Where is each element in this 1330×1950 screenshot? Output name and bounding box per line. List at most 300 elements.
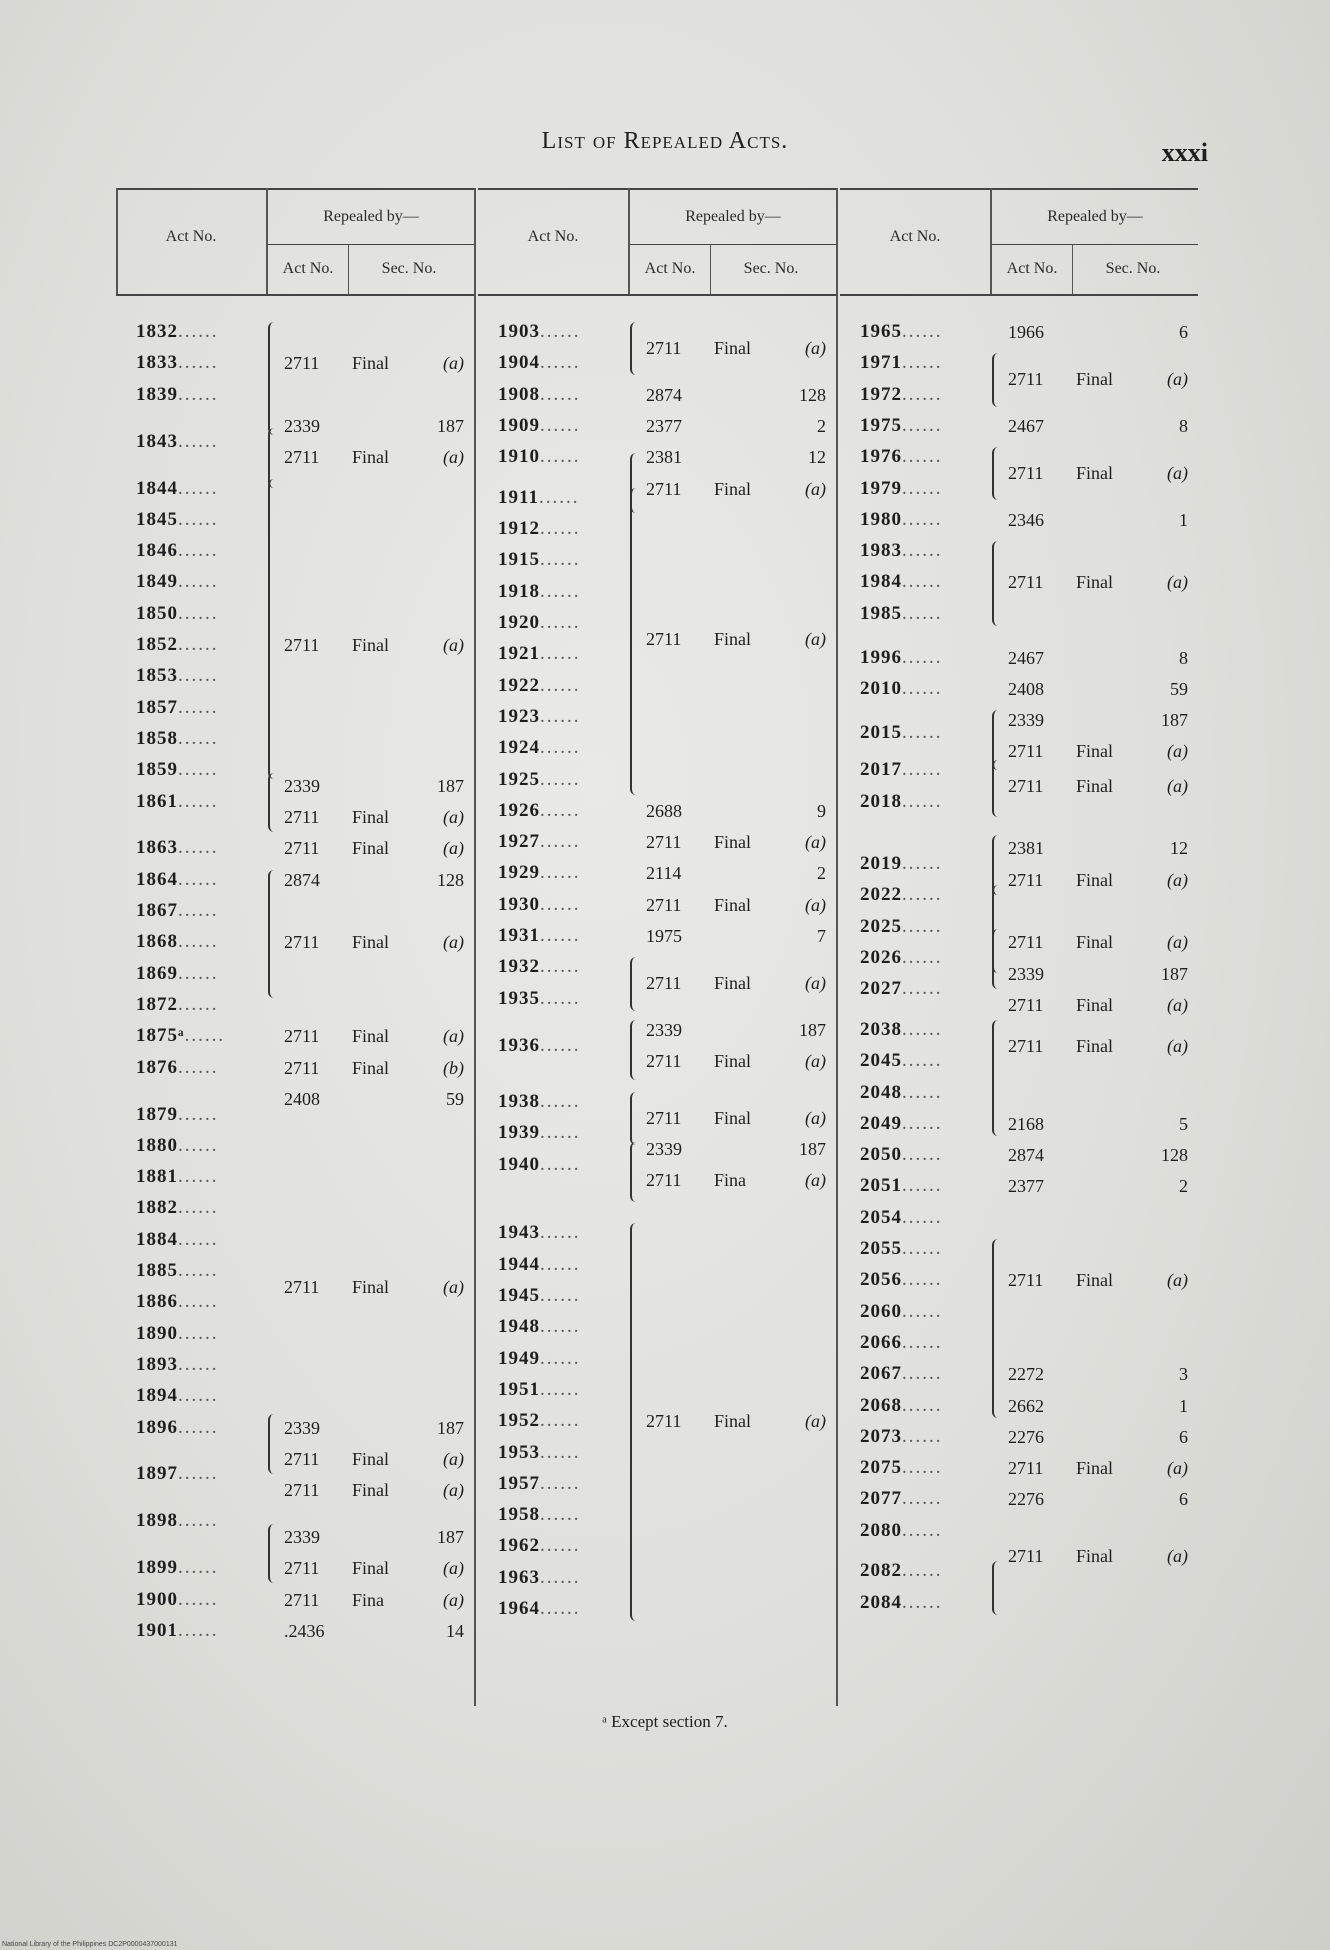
act-number-text: 1932: [498, 956, 540, 978]
act-number-text: 1945: [498, 1285, 540, 1307]
leader-dots: ......: [902, 1457, 943, 1479]
leader-dots: ......: [902, 884, 943, 906]
repealing-act-number: 2711: [284, 1558, 320, 1579]
act-number-text: 1896: [136, 1416, 178, 1438]
leader-dots: ......: [902, 1363, 943, 1385]
header-bottom-rule: [116, 294, 474, 296]
section-label: 187: [1161, 963, 1188, 984]
leader-dots: ......: [538, 486, 580, 508]
section-number: [352, 1588, 464, 1612]
leader-dots: ......: [178, 352, 219, 374]
act-number: [136, 694, 219, 722]
leader-dots: ......: [178, 1463, 219, 1485]
act-number: [498, 828, 581, 856]
act-number-text: 1897: [136, 1463, 178, 1485]
repealing-act-number: 2339: [646, 1138, 682, 1159]
section-number: [714, 383, 826, 407]
leader-dots: ......: [178, 508, 219, 530]
section-subclause: (a): [805, 1170, 826, 1191]
leader-dots: ......: [540, 956, 581, 978]
block-divider: [836, 188, 838, 1706]
act-number-text: 1938: [498, 1090, 540, 1112]
act-number: [498, 1532, 581, 1560]
act-number-text: 1984: [860, 571, 902, 593]
act-number-text: 1882: [136, 1197, 178, 1219]
leader-dots: ......: [178, 1291, 219, 1313]
act-number: [136, 834, 219, 862]
act-number-text: 1879: [136, 1103, 178, 1125]
repealing-act-number: 2377: [1008, 1176, 1044, 1197]
act-number: [498, 766, 581, 794]
section-label: 128: [437, 869, 464, 890]
header-sec-no: Sec. No.: [743, 260, 799, 277]
act-number: [860, 506, 943, 534]
leader-dots: ......: [178, 962, 219, 984]
act-number-text: 2073: [860, 1425, 902, 1447]
section-subclause: (a): [805, 337, 826, 358]
repealing-act-number: 2711: [1008, 775, 1044, 796]
act-number-text: 1903: [498, 321, 540, 342]
section-label: 8: [1179, 415, 1188, 436]
section-number: [1076, 739, 1188, 763]
act-number: [136, 1351, 219, 1379]
act-number-text: 2045: [860, 1050, 902, 1072]
section-label: 187: [437, 775, 464, 796]
act-number-text: 2015: [860, 721, 902, 743]
header-rep-act-no: Act No.: [1006, 260, 1058, 277]
act-number-text: 1911: [498, 486, 539, 508]
section-label: Final: [352, 932, 390, 953]
repealing-act-number: 2339: [284, 415, 320, 436]
act-number: [498, 412, 581, 440]
header-repealed-by: Repealed by—: [323, 208, 419, 225]
act-number-text: 2077: [860, 1488, 902, 1510]
act-number-text: 1957: [498, 1472, 540, 1494]
grouping-brace: [992, 1020, 1002, 1136]
act-number: [136, 1054, 219, 1082]
leader-dots: ......: [540, 1153, 581, 1175]
act-number-text: 1964: [498, 1598, 540, 1620]
act-number-text: 1940: [498, 1153, 540, 1175]
repealing-act-number: 2711: [1008, 1545, 1044, 1566]
section-label: 2: [817, 415, 826, 436]
leader-dots: ......: [902, 446, 943, 468]
section-label: Final: [714, 1411, 752, 1432]
leader-dots: ......: [178, 727, 219, 749]
act-number-text: 1972: [860, 383, 902, 405]
header-act-no: Act No.: [889, 228, 941, 245]
act-number: [860, 1172, 943, 1200]
leader-dots: ......: [540, 705, 581, 727]
repealing-act-number: 2408: [284, 1088, 320, 1109]
repealing-act-number: 2276: [1008, 1426, 1044, 1447]
leader-dots: ......: [178, 430, 219, 452]
act-number-text: 2018: [860, 790, 902, 812]
leader-dots: ......: [178, 540, 219, 562]
act-number: [498, 318, 581, 346]
leader-dots: ......: [540, 414, 581, 436]
act-number: [498, 546, 581, 574]
act-number: [498, 1219, 581, 1247]
repealing-act-number: 2346: [1008, 509, 1044, 530]
header-act-no: Act No.: [527, 228, 579, 245]
section-label: 6: [1179, 322, 1188, 342]
section-number: [1076, 367, 1188, 391]
act-number: [498, 1595, 581, 1623]
section-label: Final: [352, 635, 390, 655]
leader-dots: ......: [178, 900, 219, 922]
leader-dots: ......: [540, 737, 581, 759]
leader-dots: ......: [902, 853, 943, 875]
section-label: Fina: [352, 1589, 385, 1610]
leader-dots: ......: [540, 1253, 581, 1275]
section-label: Final: [1076, 1545, 1114, 1566]
act-number: [136, 600, 219, 628]
act-number: [136, 1163, 219, 1191]
leader-dots: ......: [178, 477, 219, 499]
leader-dots: ......: [902, 540, 943, 562]
section-number: [1076, 646, 1188, 670]
repealing-act-number: 2711: [284, 1276, 320, 1297]
act-number: [498, 1282, 581, 1310]
act-number: [498, 1119, 581, 1147]
act-number-text: 2080: [860, 1519, 902, 1541]
section-label: Final: [1076, 368, 1114, 389]
repealing-act-number: 1966: [1008, 322, 1044, 342]
act-number: [498, 859, 581, 887]
act-number: [860, 1517, 943, 1545]
act-number: [136, 725, 219, 753]
act-number-text: 1926: [498, 799, 540, 821]
act-number-text: 1904: [498, 352, 540, 374]
section-number: [1076, 708, 1188, 732]
section-label: Final: [714, 337, 752, 358]
act-number-text: 1983: [860, 540, 902, 562]
section-label: 9: [817, 800, 826, 821]
act-number-text: 1894: [136, 1385, 178, 1407]
section-subclause: (a): [443, 1480, 464, 1501]
act-number-text: 1925: [498, 768, 540, 790]
repealing-act-number: 2711: [646, 478, 682, 499]
act-number: [860, 975, 943, 1003]
section-number: [1076, 993, 1188, 1017]
repealed-acts-table: [116, 188, 1204, 1706]
section-label: 187: [437, 1417, 464, 1438]
act-number: [136, 1320, 219, 1348]
leader-dots: ......: [902, 1206, 943, 1228]
section-number: [352, 1087, 464, 1111]
act-number-text: 1875ᵃ: [136, 1025, 185, 1047]
section-number: [1076, 1112, 1188, 1136]
repealing-act-number: 2711: [284, 807, 320, 828]
section-number: [1076, 1394, 1188, 1418]
section-label: Final: [352, 1480, 390, 1501]
act-number: [136, 1257, 219, 1285]
section-label: Final: [352, 1276, 390, 1297]
leader-dots: ......: [178, 1056, 219, 1078]
page-number: xxxi: [1161, 138, 1208, 167]
leader-dots: ......: [540, 1535, 581, 1557]
act-number-text: 1939: [498, 1122, 540, 1144]
act-number-text: 1858: [136, 727, 178, 749]
leader-dots: ......: [178, 1103, 219, 1125]
grouping-brace: [630, 1223, 640, 1621]
header-act-no: Act No.: [165, 228, 217, 245]
act-number: [498, 1376, 581, 1404]
section-label: 187: [799, 1138, 826, 1159]
section-number: [714, 893, 826, 917]
section-subclause: (a): [1167, 932, 1188, 953]
header-top-rule: [478, 188, 836, 190]
act-number-text: 1884: [136, 1228, 178, 1250]
leader-dots: ......: [540, 893, 581, 915]
section-number: [1076, 1268, 1188, 1292]
act-number: [860, 1079, 943, 1107]
leader-dots: ......: [540, 446, 581, 468]
act-number-text: 1880: [136, 1134, 178, 1156]
section-label: Final: [352, 807, 390, 828]
leader-dots: ......: [540, 1316, 581, 1338]
act-number: [136, 928, 219, 956]
section-subclause: (a): [805, 973, 826, 994]
section-number: [1076, 1544, 1188, 1568]
leader-dots: ......: [902, 1331, 943, 1353]
repealing-act-number: 2711: [284, 1057, 320, 1078]
grouping-brace: [268, 773, 278, 833]
leader-dots: ......: [902, 1238, 943, 1260]
leader-dots: ......: [178, 1557, 219, 1579]
act-number: [136, 1554, 219, 1582]
repealing-act-number: 2874: [646, 384, 682, 405]
act-number: [860, 1047, 943, 1075]
leader-dots: ......: [178, 1353, 219, 1375]
leader-dots: ......: [178, 696, 219, 718]
header-bottom-rule: [840, 294, 1198, 296]
section-number: [714, 627, 826, 651]
act-number: [136, 381, 219, 409]
repealing-act-number: 2711: [1008, 1035, 1044, 1056]
repealing-act-number: 2711: [646, 1051, 682, 1072]
act-number: [860, 913, 943, 941]
leader-dots: ......: [178, 383, 219, 405]
act-number-text: 1901: [136, 1619, 178, 1641]
act-number-text: 1952: [498, 1410, 540, 1432]
act-number: [860, 1298, 943, 1326]
section-subclause: (a): [443, 1448, 464, 1469]
act-number-text: 2055: [860, 1238, 902, 1260]
repealing-act-number: 2711: [1008, 1270, 1044, 1291]
section-label: Final: [714, 628, 752, 649]
repealing-act-number: 2711: [1008, 368, 1044, 389]
leader-dots: ......: [540, 612, 581, 634]
leader-dots: ......: [540, 580, 581, 602]
section-number: [352, 805, 464, 829]
section-number: [352, 1619, 464, 1643]
repealing-act-number: 2339: [1008, 710, 1044, 731]
act-number: [136, 631, 219, 659]
section-subclause: (a): [443, 807, 464, 828]
header-top-rule: [840, 188, 1198, 190]
act-number: [498, 609, 581, 637]
section-number: [352, 1525, 464, 1549]
section-label: Final: [352, 353, 390, 374]
leader-dots: ......: [540, 1285, 581, 1307]
sec-column-divider: [1072, 244, 1073, 294]
act-number: [860, 412, 943, 440]
act-number: [860, 1110, 943, 1138]
act-number-text: 1979: [860, 477, 902, 499]
section-subclause: (a): [443, 1276, 464, 1297]
repealing-act-number: 2711: [284, 1026, 320, 1047]
repealing-act-number: 2711: [1008, 462, 1044, 483]
section-label: 128: [799, 384, 826, 405]
act-number-text: 1859: [136, 759, 178, 781]
grouping-brace: [630, 488, 640, 795]
act-number-text: 1931: [498, 925, 540, 947]
act-number-text: 1876: [136, 1056, 178, 1078]
section-number: [1076, 962, 1188, 986]
section-label: 6: [1179, 1489, 1188, 1510]
act-number: [860, 1589, 943, 1617]
section-label: Final: [714, 894, 752, 915]
act-number-text: 1852: [136, 634, 178, 655]
repealing-act-number: 2276: [1008, 1489, 1044, 1510]
leader-dots: ......: [540, 1566, 581, 1588]
section-label: Final: [352, 1448, 390, 1469]
grouping-brace: [630, 957, 640, 1010]
leader-dots: ......: [902, 352, 943, 374]
section-number: [714, 971, 826, 995]
leader-dots: ......: [178, 1322, 219, 1344]
act-number: [498, 1088, 581, 1116]
leader-dots: ......: [540, 768, 581, 790]
act-number: [136, 756, 219, 784]
section-label: Final: [714, 478, 752, 499]
section-subclause: (a): [805, 478, 826, 499]
act-column-divider: [628, 188, 630, 294]
act-number-text: 1935: [498, 987, 540, 1009]
grouping-brace: [992, 929, 1002, 989]
act-number-text: 1949: [498, 1347, 540, 1369]
section-label: 14: [446, 1620, 464, 1641]
repealing-act-number: 2711: [646, 628, 682, 649]
repealing-act-number: 2874: [1008, 1145, 1044, 1166]
act-number: [860, 475, 943, 503]
act-number: [136, 960, 219, 988]
repealing-act-number: 2688: [646, 800, 682, 821]
sec-column-divider: [348, 244, 349, 294]
repealing-act-number: 2467: [1008, 647, 1044, 668]
act-number-text: 1845: [136, 508, 178, 530]
section-label: Final: [714, 1107, 752, 1128]
leader-dots: ......: [902, 321, 943, 342]
repealing-act-number: 2168: [1008, 1113, 1044, 1134]
act-number: [498, 1032, 581, 1060]
leader-dots: ......: [178, 1416, 219, 1438]
section-subclause: (a): [443, 353, 464, 374]
repealing-act-number: 2662: [1008, 1395, 1044, 1416]
act-number-text: 1953: [498, 1441, 540, 1463]
leader-dots: ......: [902, 646, 943, 668]
act-number-text: 1927: [498, 831, 540, 853]
act-number-text: 1980: [860, 508, 902, 530]
section-label: 3: [1179, 1364, 1188, 1385]
header-rep-act-no: Act No.: [644, 260, 696, 277]
act-number-text: 1885: [136, 1260, 178, 1281]
act-number: [860, 1557, 943, 1585]
repealing-act-number: 2711: [1008, 869, 1044, 890]
section-subclause: (a): [1167, 775, 1188, 796]
act-number: [860, 1141, 943, 1169]
act-number-text: 1893: [136, 1353, 178, 1375]
section-label: Final: [1076, 994, 1114, 1015]
act-number-text: 1861: [136, 790, 178, 812]
act-number-text: 2056: [860, 1269, 902, 1291]
leader-dots: ......: [902, 1018, 943, 1040]
act-number-text: 1846: [136, 540, 178, 562]
leader-dots: ......: [178, 993, 219, 1015]
section-number: [1076, 1034, 1188, 1058]
act-number: [136, 1288, 219, 1316]
act-number: [498, 1313, 581, 1341]
section-label: Final: [714, 832, 752, 853]
act-number: [498, 734, 581, 762]
grouping-brace: [268, 1414, 278, 1474]
page-title: List of Repealed Acts.: [541, 128, 789, 154]
act-number-text: 1918: [498, 580, 540, 602]
leader-dots: ......: [902, 1591, 943, 1613]
leader-dots: ......: [178, 321, 219, 342]
section-subclause: (a): [1167, 462, 1188, 483]
leader-dots: ......: [902, 383, 943, 405]
act-number-text: 1910: [498, 446, 540, 468]
act-number: [860, 600, 943, 628]
section-number: [352, 1275, 464, 1299]
leader-dots: ......: [178, 1134, 219, 1156]
act-number: [498, 891, 581, 919]
leader-dots: ......: [902, 1560, 943, 1582]
leader-dots: ......: [178, 868, 219, 890]
act-number-text: 1930: [498, 893, 540, 915]
header-sec-no: Sec. No.: [1105, 260, 1161, 277]
section-label: 187: [799, 1019, 826, 1040]
act-number: [498, 1151, 581, 1179]
act-number: [136, 897, 219, 925]
section-number: [352, 1556, 464, 1580]
section-label: 8: [1179, 647, 1188, 668]
act-column-divider: [990, 188, 992, 294]
act-number: [498, 922, 581, 950]
act-number: [860, 443, 943, 471]
section-subclause: (a): [443, 447, 464, 468]
repealed-by-rule: [630, 244, 836, 245]
repealing-act-number: .2436: [284, 1620, 325, 1641]
leader-dots: ......: [902, 414, 943, 436]
act-number-text: 1886: [136, 1291, 178, 1313]
act-number: [498, 515, 581, 543]
leader-dots: ......: [178, 1166, 219, 1188]
act-number: [498, 640, 581, 668]
act-number-text: 2010: [860, 677, 902, 699]
section-label: Final: [1076, 1035, 1114, 1056]
act-number: [860, 1392, 943, 1420]
section-number: [352, 1056, 464, 1080]
act-number-text: 1971: [860, 352, 902, 374]
act-number-text: 2022: [860, 884, 902, 906]
act-number: [136, 991, 219, 1019]
section-subclause: (a): [443, 1026, 464, 1047]
act-number: [860, 537, 943, 565]
